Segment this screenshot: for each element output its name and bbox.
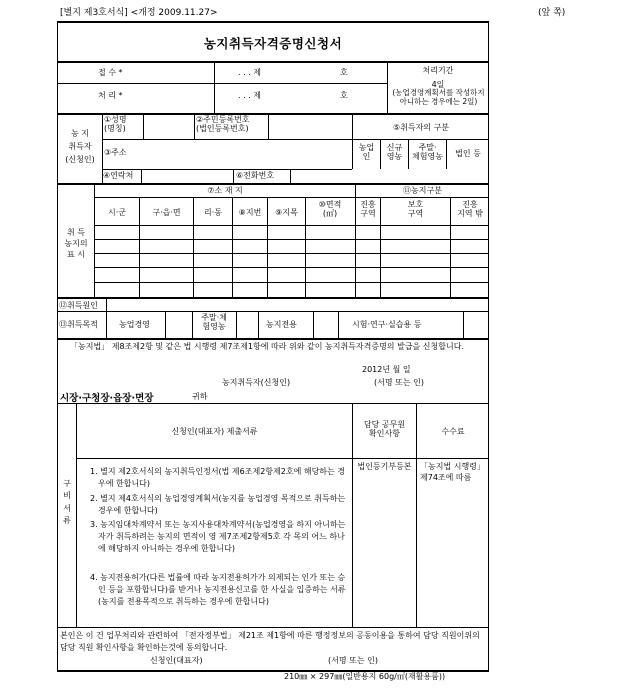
consent-applicant-label: 신청인(대표자) xyxy=(150,656,203,665)
fee-header: 수수료 xyxy=(441,427,465,436)
consent-signature: (서명 또는 인) xyxy=(328,656,378,665)
cat-corporation: 법인 등 xyxy=(455,149,481,158)
location-title: ⑦소 재 지 xyxy=(207,186,243,195)
addressee-suffix: 귀하 xyxy=(192,392,208,401)
applicant-section-label: 농 지 취득자 (신청인) xyxy=(65,129,95,164)
documents-section-label: 구 비 서 류 xyxy=(63,479,71,526)
col-promotion-zone: 진흥 구역 xyxy=(360,200,376,219)
check-item-registry: 법인등기부등본 xyxy=(357,462,412,471)
page-side-label: (앞 쪽) xyxy=(538,8,566,18)
doc-item-4: 4. 농지전용허가(다른 법률에 따라 농지전용허가가 의제되는 인가 또는 승인 등을 포함합니다)를 받거나 농지전용신고를 한 사실을 입증하는 서류(농지를 전용목적으로 취득하는 경우에 한합니다) xyxy=(90,573,346,606)
applicant-signature: (서명 또는 인) xyxy=(374,378,424,387)
process-ho: 호 xyxy=(340,91,348,100)
phone-label: ⑥전화번호 xyxy=(236,171,275,180)
doc-item-2: 2. 별지 제4호서식의 농업경영계획서(농지를 농업경영 목적으로 취득하는 경우에 한합니다) xyxy=(90,494,346,515)
submit-docs-header: 신청인(대표자) 제출서류 xyxy=(171,427,258,436)
cat-new-farming: 신규 영농 xyxy=(386,143,403,162)
doc-item-3: 3. 농지임대차계약서 또는 농지사용대차계약서(농업경영을 하지 아니하는 자가 취득하려는 농지의 면적이 영 제7조제2항제5호 각 목의 어느 하나에 해당하지 아니하는 경우에 한합니다) xyxy=(90,520,346,553)
purpose-conversion: 농지전용 xyxy=(266,320,297,329)
col-si-gun: 시·군 xyxy=(108,208,126,217)
receipt-label: 접 수 * xyxy=(98,68,123,77)
purpose-weekend: 주말·체 험영농 xyxy=(201,313,227,332)
period-title: 처리기간 xyxy=(422,66,454,75)
category-title: ⑤취득자의 구분 xyxy=(392,123,450,132)
process-label: 처 리 * xyxy=(98,91,123,100)
land-type-title: ⑪농지구분 xyxy=(403,186,442,195)
receipt-date: . . . 제 xyxy=(238,68,261,77)
consent-statement: 본인은 이 건 업무처리와 관련하여 「전자정부법」 제21조 제1항에 따른 행정정보의 공동이용을 통하여 담당 직원이위의 담당 직원 확인사항을 확인하는것에 동의합니다. xyxy=(60,631,480,652)
fee-item: 「농지법 시행령」 제74조에 따름 xyxy=(420,462,485,482)
col-ri-dong: 리·동 xyxy=(204,208,222,217)
col-protection-zone: 보호 구역 xyxy=(407,200,424,219)
process-date: . . . 제 xyxy=(238,91,261,100)
col-outside-zone: 진흥 지역 밖 xyxy=(457,200,483,219)
purpose-farming: 농업경영 xyxy=(119,320,150,329)
contact-label: ④연락처 xyxy=(103,171,134,180)
purpose-research: 시험·연구·실습용 등 xyxy=(352,320,422,329)
form-label: [별지 제3호서식] <개정 2009.11.27> xyxy=(60,8,218,18)
col-gu-eup-myeon: 구·읍·면 xyxy=(152,208,181,217)
official-check-header: 담당 공무원 확인사항 xyxy=(363,420,406,439)
addressee: 시장·구청장·읍장·면장 xyxy=(60,393,154,404)
applicant-sign-label: 농지취득자(신청인) xyxy=(222,378,291,387)
page-title: 농지취득자격증명신청서 xyxy=(203,36,343,51)
col-area: ⑩면적 (㎡) xyxy=(318,200,342,219)
land-section-label: 취 득 농지의 표 시 xyxy=(64,228,88,259)
col-lot-number: ⑧지번 xyxy=(238,208,262,217)
paper-size-footer: 210㎜ × 297㎜(일반용지 60g/㎡(재활용품)) xyxy=(284,672,446,681)
application-statement: 「농지법」 제8조제2항 및 같은 법 시행령 제7조제1항에 따라 위와 같이 농지취득자격증명의 발급을 신청합니다. xyxy=(70,342,464,351)
application-date: 2012년 월 일 xyxy=(362,365,411,374)
acquisition-purpose-label: ⑬취득목적 xyxy=(59,320,98,329)
period-note: (농업경영계획서를 작성하지 아니하는 경우에는 2일) xyxy=(392,88,485,106)
acquisition-reason-label: ⑫취득원인 xyxy=(59,301,98,310)
address-label: ③주소 xyxy=(104,148,127,157)
cat-weekend-farming: 주말· 체험영농 xyxy=(412,143,443,162)
receipt-ho: 호 xyxy=(340,68,348,77)
name-label: ①성명 (명칭) xyxy=(104,115,127,134)
period-days: 4일 xyxy=(431,80,445,89)
cat-farmer: 농업 인 xyxy=(358,143,375,162)
reg-no-label: ②주민등록번호 (법인등록번호) xyxy=(196,115,250,134)
col-land-category: ⑨지목 xyxy=(275,208,298,217)
doc-item-1: 1. 별지 제2호서식의 농지취득인정서(법 제6조제2항제2호에 해당하는 경우에 한합니다) xyxy=(90,467,346,488)
